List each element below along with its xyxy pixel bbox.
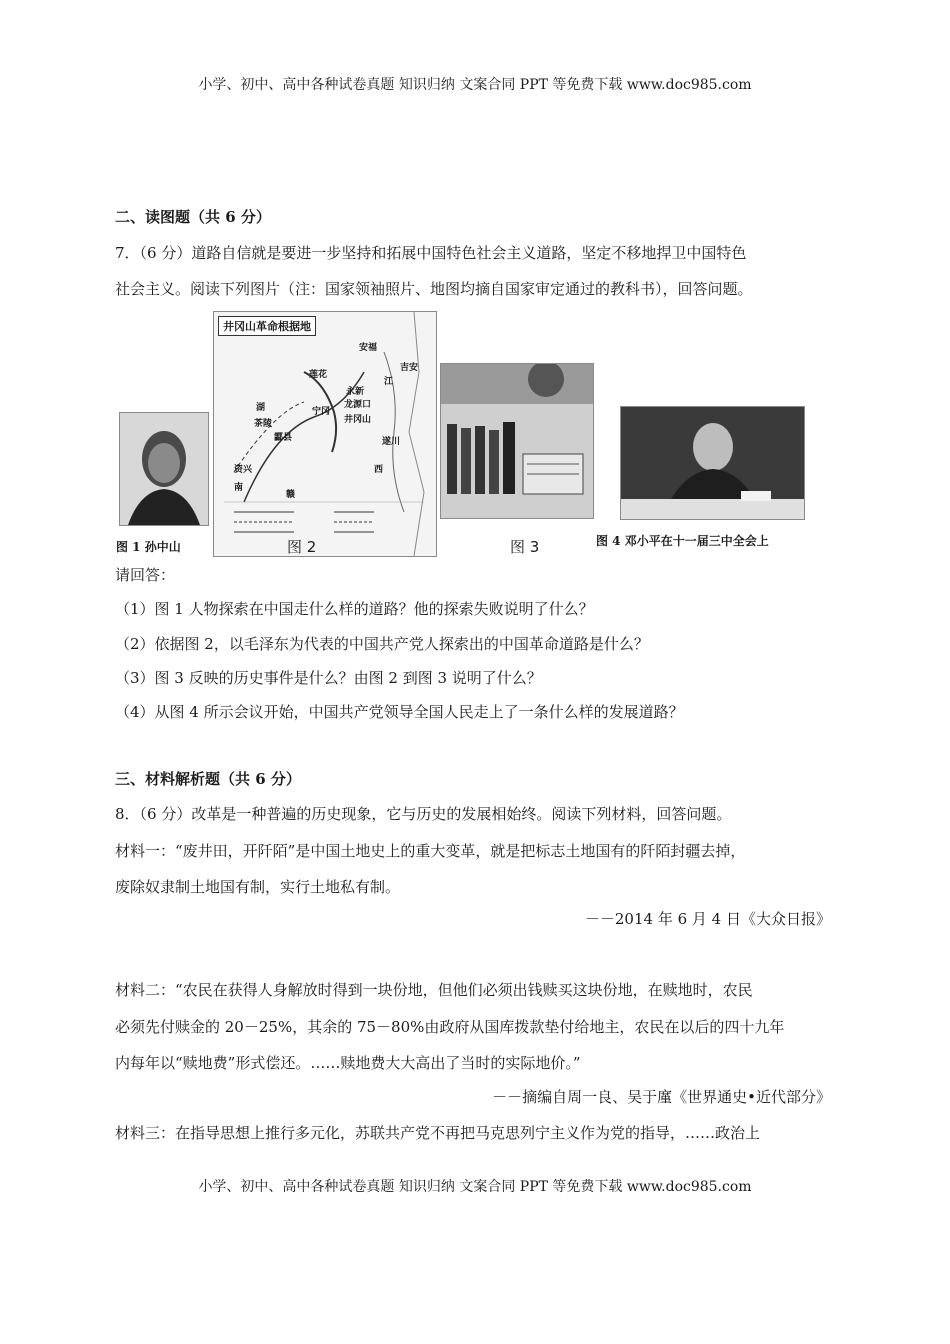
material1-line1: 材料一：“废井田，开阡陌”是中国土地史上的重大变革，就是把标志土地国有的阡陌封疆去掉， [115, 842, 746, 860]
meeting-image [621, 407, 804, 519]
q8-intro: 8．（6 分）改革是一种普遍的历史现象，它与历史的发展相始终。阅读下列材料，回答问题。 [115, 805, 732, 823]
map-place: 酃县 [274, 433, 293, 443]
question-3: （3）图 3 反映的历史事件是什么？由图 2 到图 3 说明了什么？ [115, 669, 542, 687]
figure1-photo [119, 412, 209, 526]
material2-line2: 必须先付赎金的 20－25%，其余的 75－80%由政府从国库拨款垫付给地主，农民在以后的四十九年 [115, 1018, 785, 1036]
figure4-caption: 图 4 邓小平在十一届三中全会上 [596, 534, 769, 548]
map-place: 赣 [286, 490, 296, 500]
answer-prompt: 请回答： [115, 566, 176, 584]
figure2-caption: 图 2 [287, 538, 317, 556]
ceremony-image [441, 364, 593, 518]
map-place: 宁冈 [312, 407, 331, 417]
material1-source: －－2014 年 6 月 4 日《大众日报》 [584, 910, 831, 928]
map-place: 安福 [359, 343, 378, 353]
map-place: 西 [374, 465, 384, 475]
material1-line2: 废除奴隶制土地国有制，实行土地私有制。 [115, 878, 401, 896]
figure3-photo [440, 363, 594, 519]
q7-line2: 社会主义。阅读下列图片（注：国家领袖照片、地图均摘自国家审定通过的教科书），回答问题。 [115, 280, 753, 298]
map-place: 吉安 [400, 363, 419, 373]
map-image [214, 312, 436, 556]
map-place: 莲花 [309, 370, 328, 380]
question-4: （4）从图 4 所示会议开始，中国共产党领导全国人民走上了一条什么样的发展道路？ [115, 703, 684, 721]
question-1: （1）图 1 人物探索在中国走什么样的道路？他的探索失败说明了什么？ [115, 600, 594, 618]
material3-line1: 材料三：在指导思想上推行多元化，苏联共产党不再把马克思列宁主义作为党的指导，……政治上 [115, 1124, 761, 1142]
map-place: 永新 [346, 387, 365, 397]
figure4-photo [620, 406, 805, 520]
map-place: 遂川 [382, 437, 401, 447]
section3-title: 三、材料解析题（共 6 分） [115, 770, 301, 788]
question-2: （2）依据图 2，以毛泽东为代表的中国共产党人探索出的中国革命道路是什么？ [115, 635, 649, 653]
material2-line1: 材料二：“农民在获得人身解放时得到一块份地，但他们必须出钱赎买这块份地，在赎地时，农民 [115, 981, 753, 999]
page-footer: 小学、初中、高中各种试卷真题 知识归纳 文案合同 PPT 等免费下载 www.doc985.com [198, 1179, 752, 1195]
section2-title: 二、读图题（共 6 分） [115, 208, 271, 226]
figure3-caption: 图 3 [510, 538, 540, 556]
q7-line1: 7．（6 分）道路自信就是要进一步坚持和拓展中国特色社会主义道路，坚定不移地捍卫中国特色 [115, 244, 747, 262]
map-place: 南 [234, 483, 244, 493]
map-title: 井冈山革命根据地 [218, 316, 316, 336]
material2-line3: 内每年以“赎地费”形式偿还。……赎地费大大高出了当时的实际地价。” [115, 1054, 581, 1072]
page-header: 小学、初中、高中各种试卷真题 知识归纳 文案合同 PPT 等免费下载 www.doc985.com [198, 77, 752, 93]
map-place: 龙源口 [344, 400, 372, 410]
map-place: 茶陵 [254, 419, 273, 429]
map-place: 湖 [256, 403, 266, 413]
map-place: 江 [384, 377, 394, 387]
figure1-caption: 图 1 孙中山 [116, 540, 181, 554]
map-place: 井冈山 [344, 415, 372, 425]
map-place: 资兴 [234, 465, 253, 475]
figure2-map [213, 311, 437, 557]
material2-source: －－摘编自周一良、吴于廑《世界通史•近代部分》 [492, 1088, 831, 1106]
portrait-image [120, 413, 208, 525]
